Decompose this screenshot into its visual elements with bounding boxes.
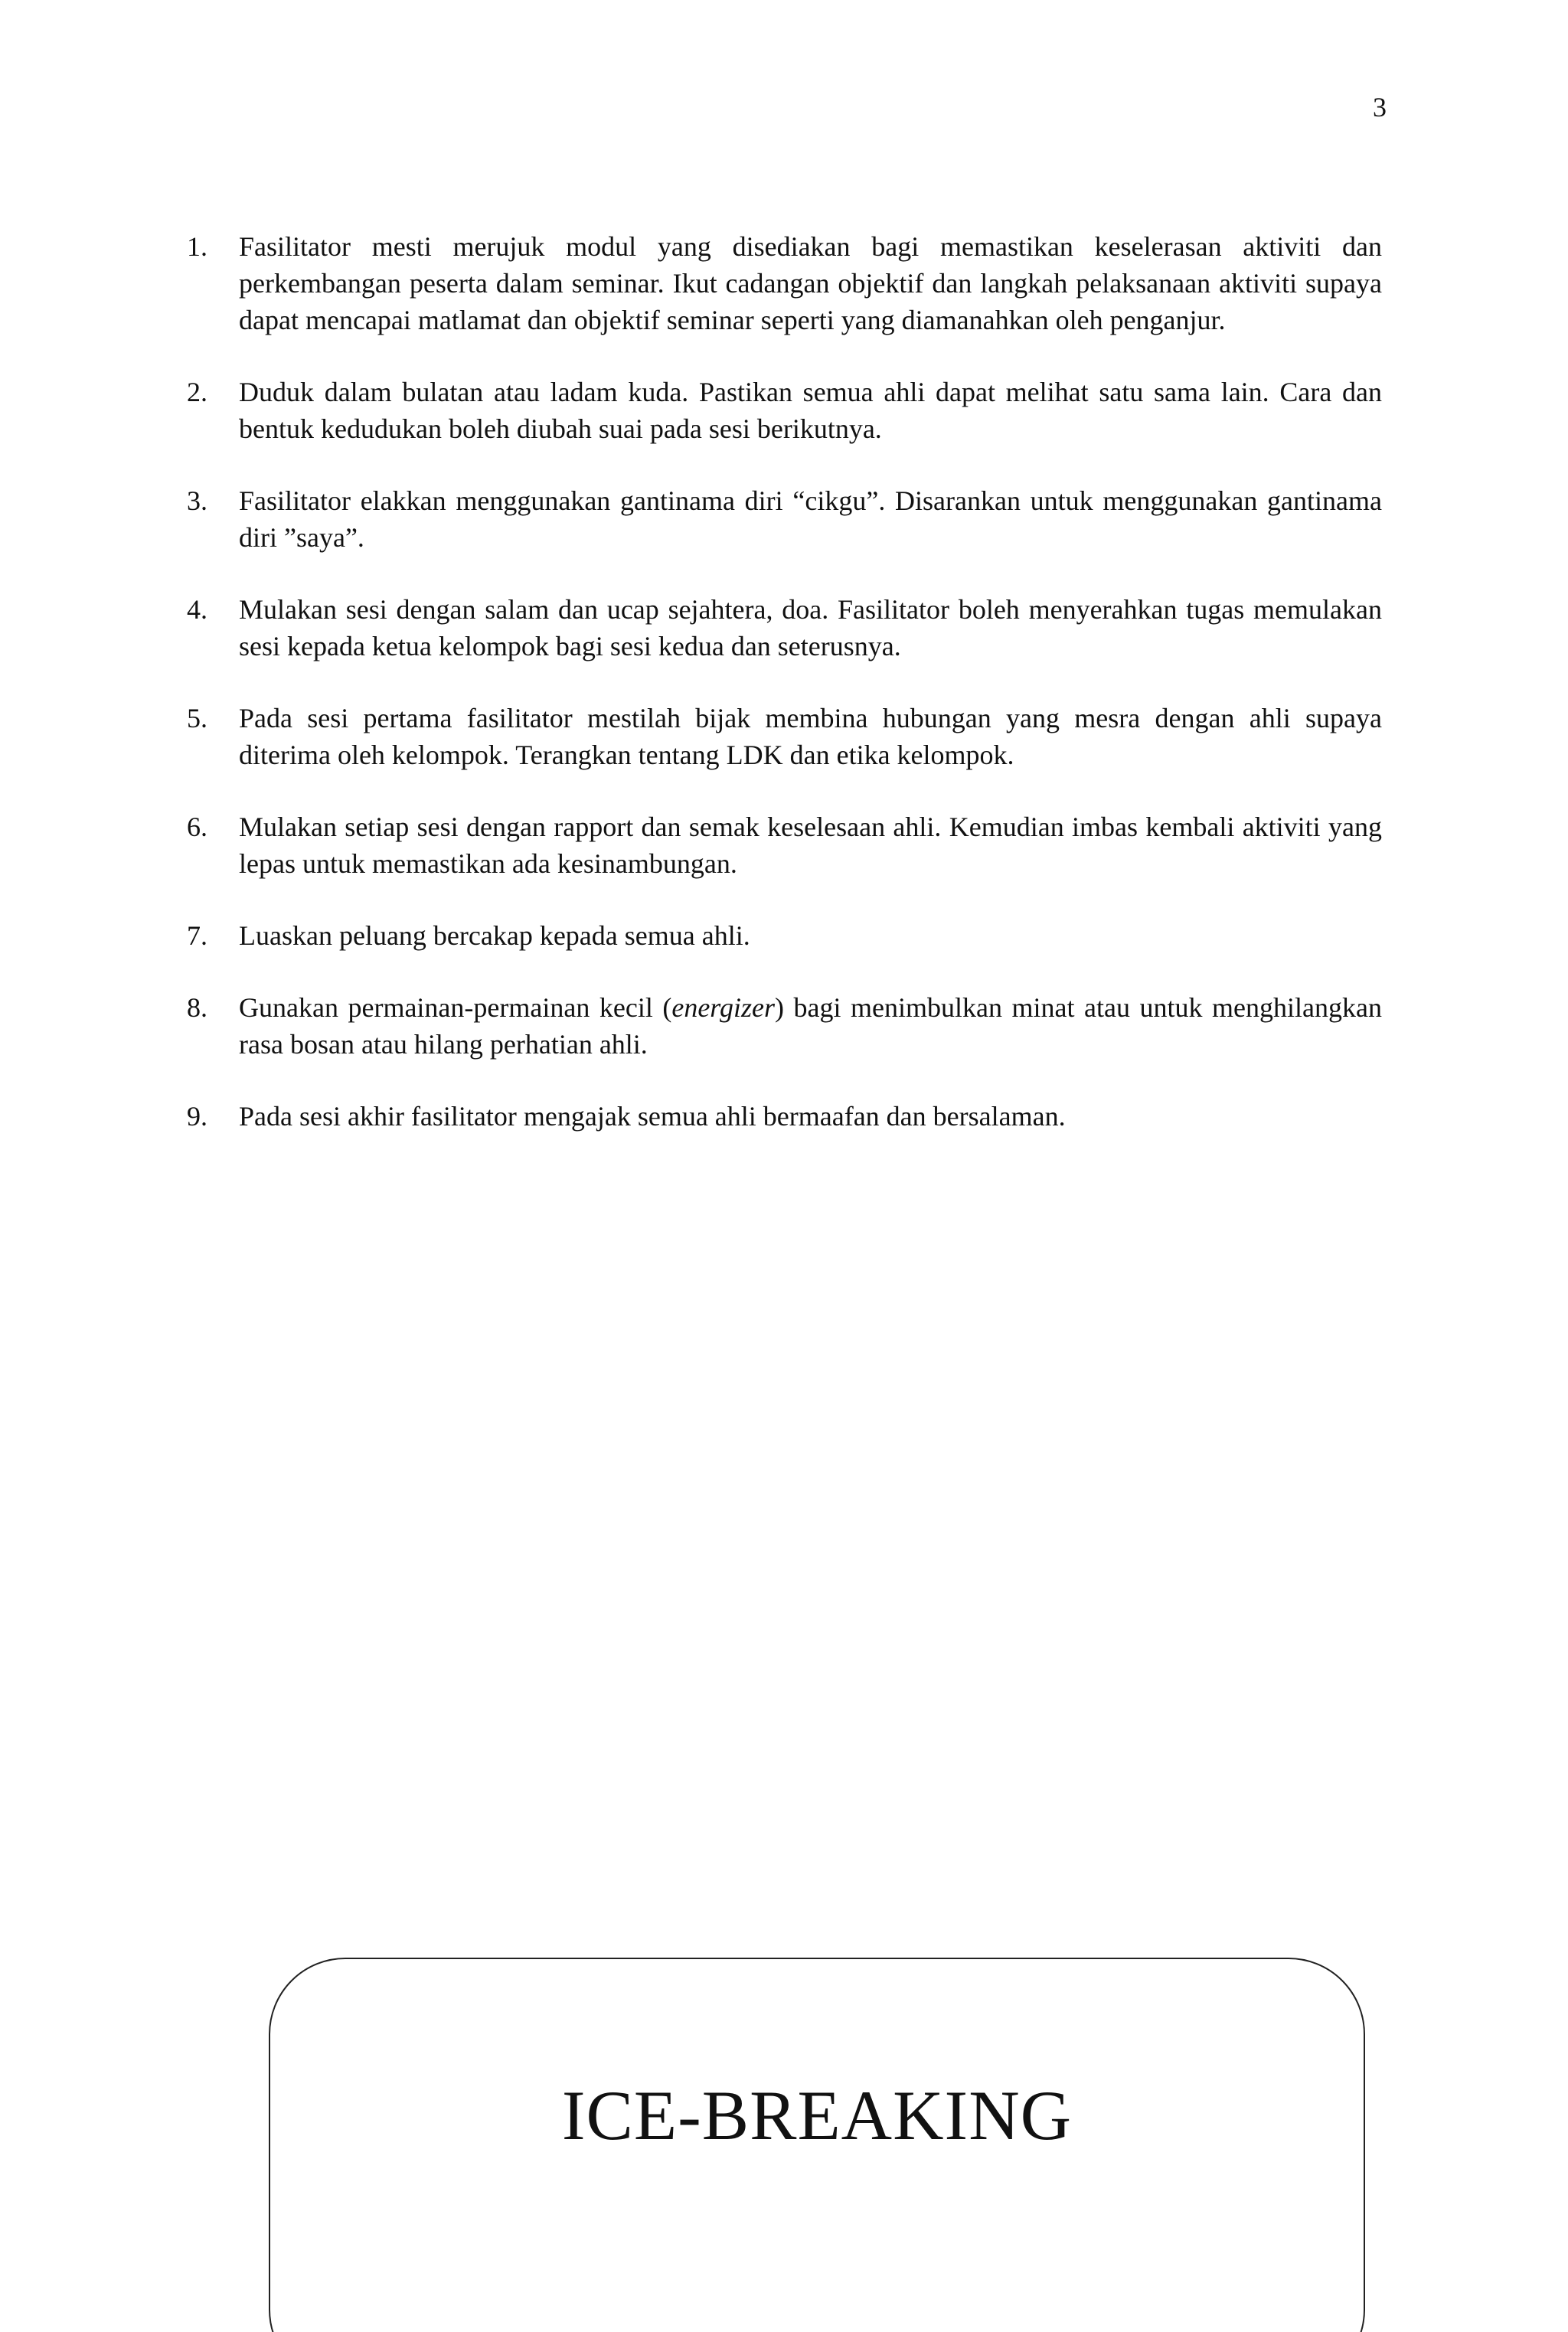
item-number: 9.	[187, 1101, 207, 1132]
item-text-after: ) bagi menimbulkan minat atau untuk menghilangkan rasa bosan atau hilang perhatian ahli.	[239, 992, 1382, 1060]
item-text: Duduk dalam bulatan atau ladam kuda. Pastikan semua ahli dapat melihat satu sama lain. Cara dan bentuk kedudukan boleh diubah suai pada sesi berikutnya.	[239, 377, 1382, 444]
list-item	[187, 482, 1382, 556]
list-item	[187, 228, 1382, 338]
list-item	[187, 917, 1382, 954]
item-text: Fasilitator mesti merujuk modul yang disediakan bagi memastikan keselerasan aktiviti dan perkembangan peserta dalam seminar. Ikut cadangan objektif dan langkah pelaksanaan aktiviti supaya dapat mencapai matlamat dan objektif seminar seperti yang diamanahkan oleh penganjur.	[239, 231, 1382, 335]
page-number: 3	[1373, 92, 1387, 122]
item-number: 3.	[187, 485, 207, 516]
list-item	[187, 591, 1382, 665]
list-item	[187, 989, 1382, 1063]
item-number: 8.	[187, 992, 207, 1023]
item-number: 5.	[187, 703, 207, 733]
list-item	[187, 808, 1382, 882]
list-item	[187, 700, 1382, 773]
item-text: Pada sesi pertama fasilitator mestilah bijak membina hubungan yang mesra dengan ahli supaya diterima oleh kelompok. Terangkan tentang LDK dan etika kelompok.	[239, 703, 1382, 770]
item-text: Pada sesi akhir fasilitator mengajak semua ahli bermaafan dan bersalaman.	[239, 1101, 1066, 1132]
item-text: Mulakan sesi dengan salam dan ucap sejahtera, doa. Fasilitator boleh menyerahkan tugas memulakan sesi kepada ketua kelompok bagi sesi kedua dan seterusnya.	[239, 594, 1382, 661]
item-number: 4.	[187, 594, 207, 625]
item-number: 7.	[187, 920, 207, 951]
item-text-before: Gunakan permainan-permainan kecil (	[239, 992, 672, 1023]
list-item	[187, 374, 1382, 447]
item-text-italic: energizer	[671, 992, 775, 1023]
section-title-box	[269, 1958, 1365, 2332]
item-number: 1.	[187, 231, 207, 262]
list-item	[187, 1098, 1382, 1135]
item-text: Fasilitator elakkan menggunakan gantinama diri “cikgu”. Disarankan untuk menggunakan gantinama diri ”saya”.	[239, 485, 1382, 553]
item-text: Luaskan peluang bercakap kepada semua ahli.	[239, 920, 750, 951]
section-title: ICE-BREAKING	[561, 2076, 1073, 2154]
item-text: Mulakan setiap sesi dengan rapport dan semak keselesaan ahli. Kemudian imbas kembali aktiviti yang lepas untuk memastikan ada kesinambungan.	[239, 812, 1382, 879]
guideline-list	[187, 228, 1382, 1170]
item-text	[239, 989, 1382, 1063]
item-number: 2.	[187, 377, 207, 407]
item-number: 6.	[187, 812, 207, 842]
